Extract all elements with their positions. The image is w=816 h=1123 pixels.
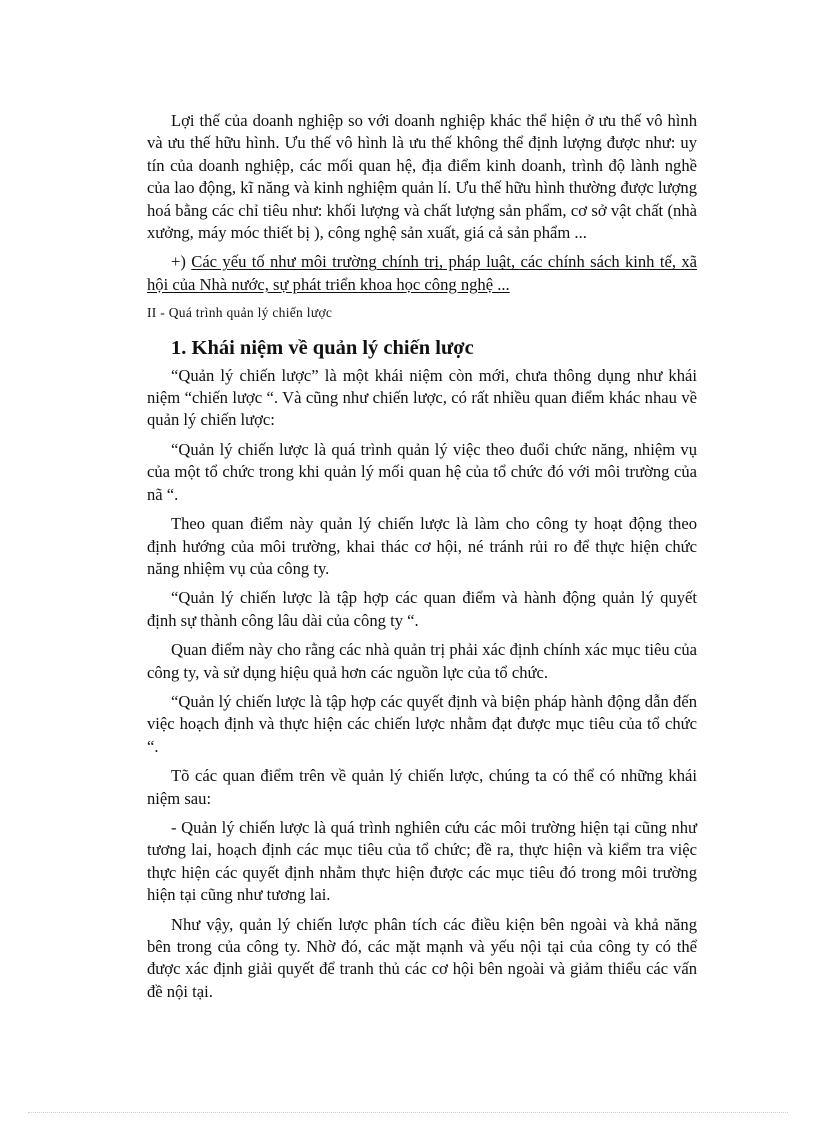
underlined-text: Các yếu tố như môi trường chính trị, pháp luật, các chính sách kinh tế, xã hội của Nhà nước, sự phát triển khoa học công nghệ ... (147, 252, 697, 294)
paragraph-conclusion-intro: Tõ các quan điểm trên về quản lý chiến lược, chúng ta có thể có những khái niệm sau: (147, 766, 697, 808)
paragraph-quote-1: “Quản lý chiến lược là quá trình quản lý việc theo đuổi chức năng, nhiệm vụ của một tổ chức trong khi quản lý mối quan hệ của tổ chức đó với môi trường của nã “. (147, 439, 697, 504)
paragraph-advantages: Lợi thế của doanh nghiệp so với doanh nghiệp khác thể hiện ở ưu thế vô hình và ưu thế hữu hình. Ưu thế vô hình là ưu thế không thể định lượng được như: uy tín của doanh nghiệp, các mối quan hệ, địa điểm kinh doanh, trình độ lành nghề của lao động, kĩ năng và kinh nghiệm quản lí. Ưu thế hữu hình thường được lượng hoá bằng các chỉ tiêu như: khối lượng và chất lượng sản phẩm, cơ sở vật chất (nhà xưởng, máy móc thiết bị ), công nghệ sản xuất, giá cả sản phẩm ... (147, 111, 697, 243)
paragraph-external-factors (147, 251, 697, 296)
section-label: II - Quá trình quản lý chiến lược (147, 305, 333, 321)
paragraph-quote-3: “Quản lý chiến lược là tập hợp các quyết định và biện pháp hành động dẫn đến việc hoạch định và thực hiện các chiến lược nhằm đạt được mục tiêu của tổ chức “. (147, 691, 697, 756)
paragraph-definition: - Quản lý chiến lược là quá trình nghiên cứu các môi trường hiện tại cũng như tương lai, hoạch định các mục tiêu của tổ chức; đề ra, thực hiện và kiểm tra việc thực hiện các quyết định nhằm thực hiện được các mục tiêu đó trong môi trường hiện tại cũng như tương lai. (147, 817, 697, 905)
page-bottom-rule (28, 1112, 788, 1113)
section-heading: 1. Khái niệm về quản lý chiến lược (171, 336, 474, 359)
paragraph-intro: “Quản lý chiến lược” là một khái niệm còn mới, chưa thông dụng như khái niệm “chiến lược “. Và cũng như chiến lược, có rất nhiều quan điểm khác nhau về quản lý chiến lược: (147, 365, 697, 430)
paragraph-view-1: Theo quan điểm này quản lý chiến lược là làm cho công ty hoạt động theo định hướng của môi trường, khai thác cơ hội, né tránh rủi ro để thực hiện chức năng nhiệm vụ của công ty. (147, 514, 697, 578)
document-page (147, 110, 697, 1003)
paragraph-quote-2: “Quản lý chiến lược là tập hợp các quan điểm và hành động quản lý quyết định sự thành công lâu dài của công ty “. (147, 588, 697, 630)
paragraph-summary: Như vậy, quản lý chiến lược phân tích các điều kiện bên ngoài và khả năng bên trong của công ty. Nhờ đó, các mặt mạnh và yếu nội tại của công ty có thể được xác định giải quyết để tranh thủ các cơ hội bên ngoài và giảm thiểu các vấn đề nội tại. (147, 914, 697, 1001)
bullet-prefix: +) (171, 252, 192, 272)
paragraph-view-2: Quan điểm này cho rằng các nhà quản trị phải xác định chính xác mục tiêu của công ty, và sử dụng hiệu quả hơn các nguồn lực của tổ chức. (147, 640, 697, 682)
